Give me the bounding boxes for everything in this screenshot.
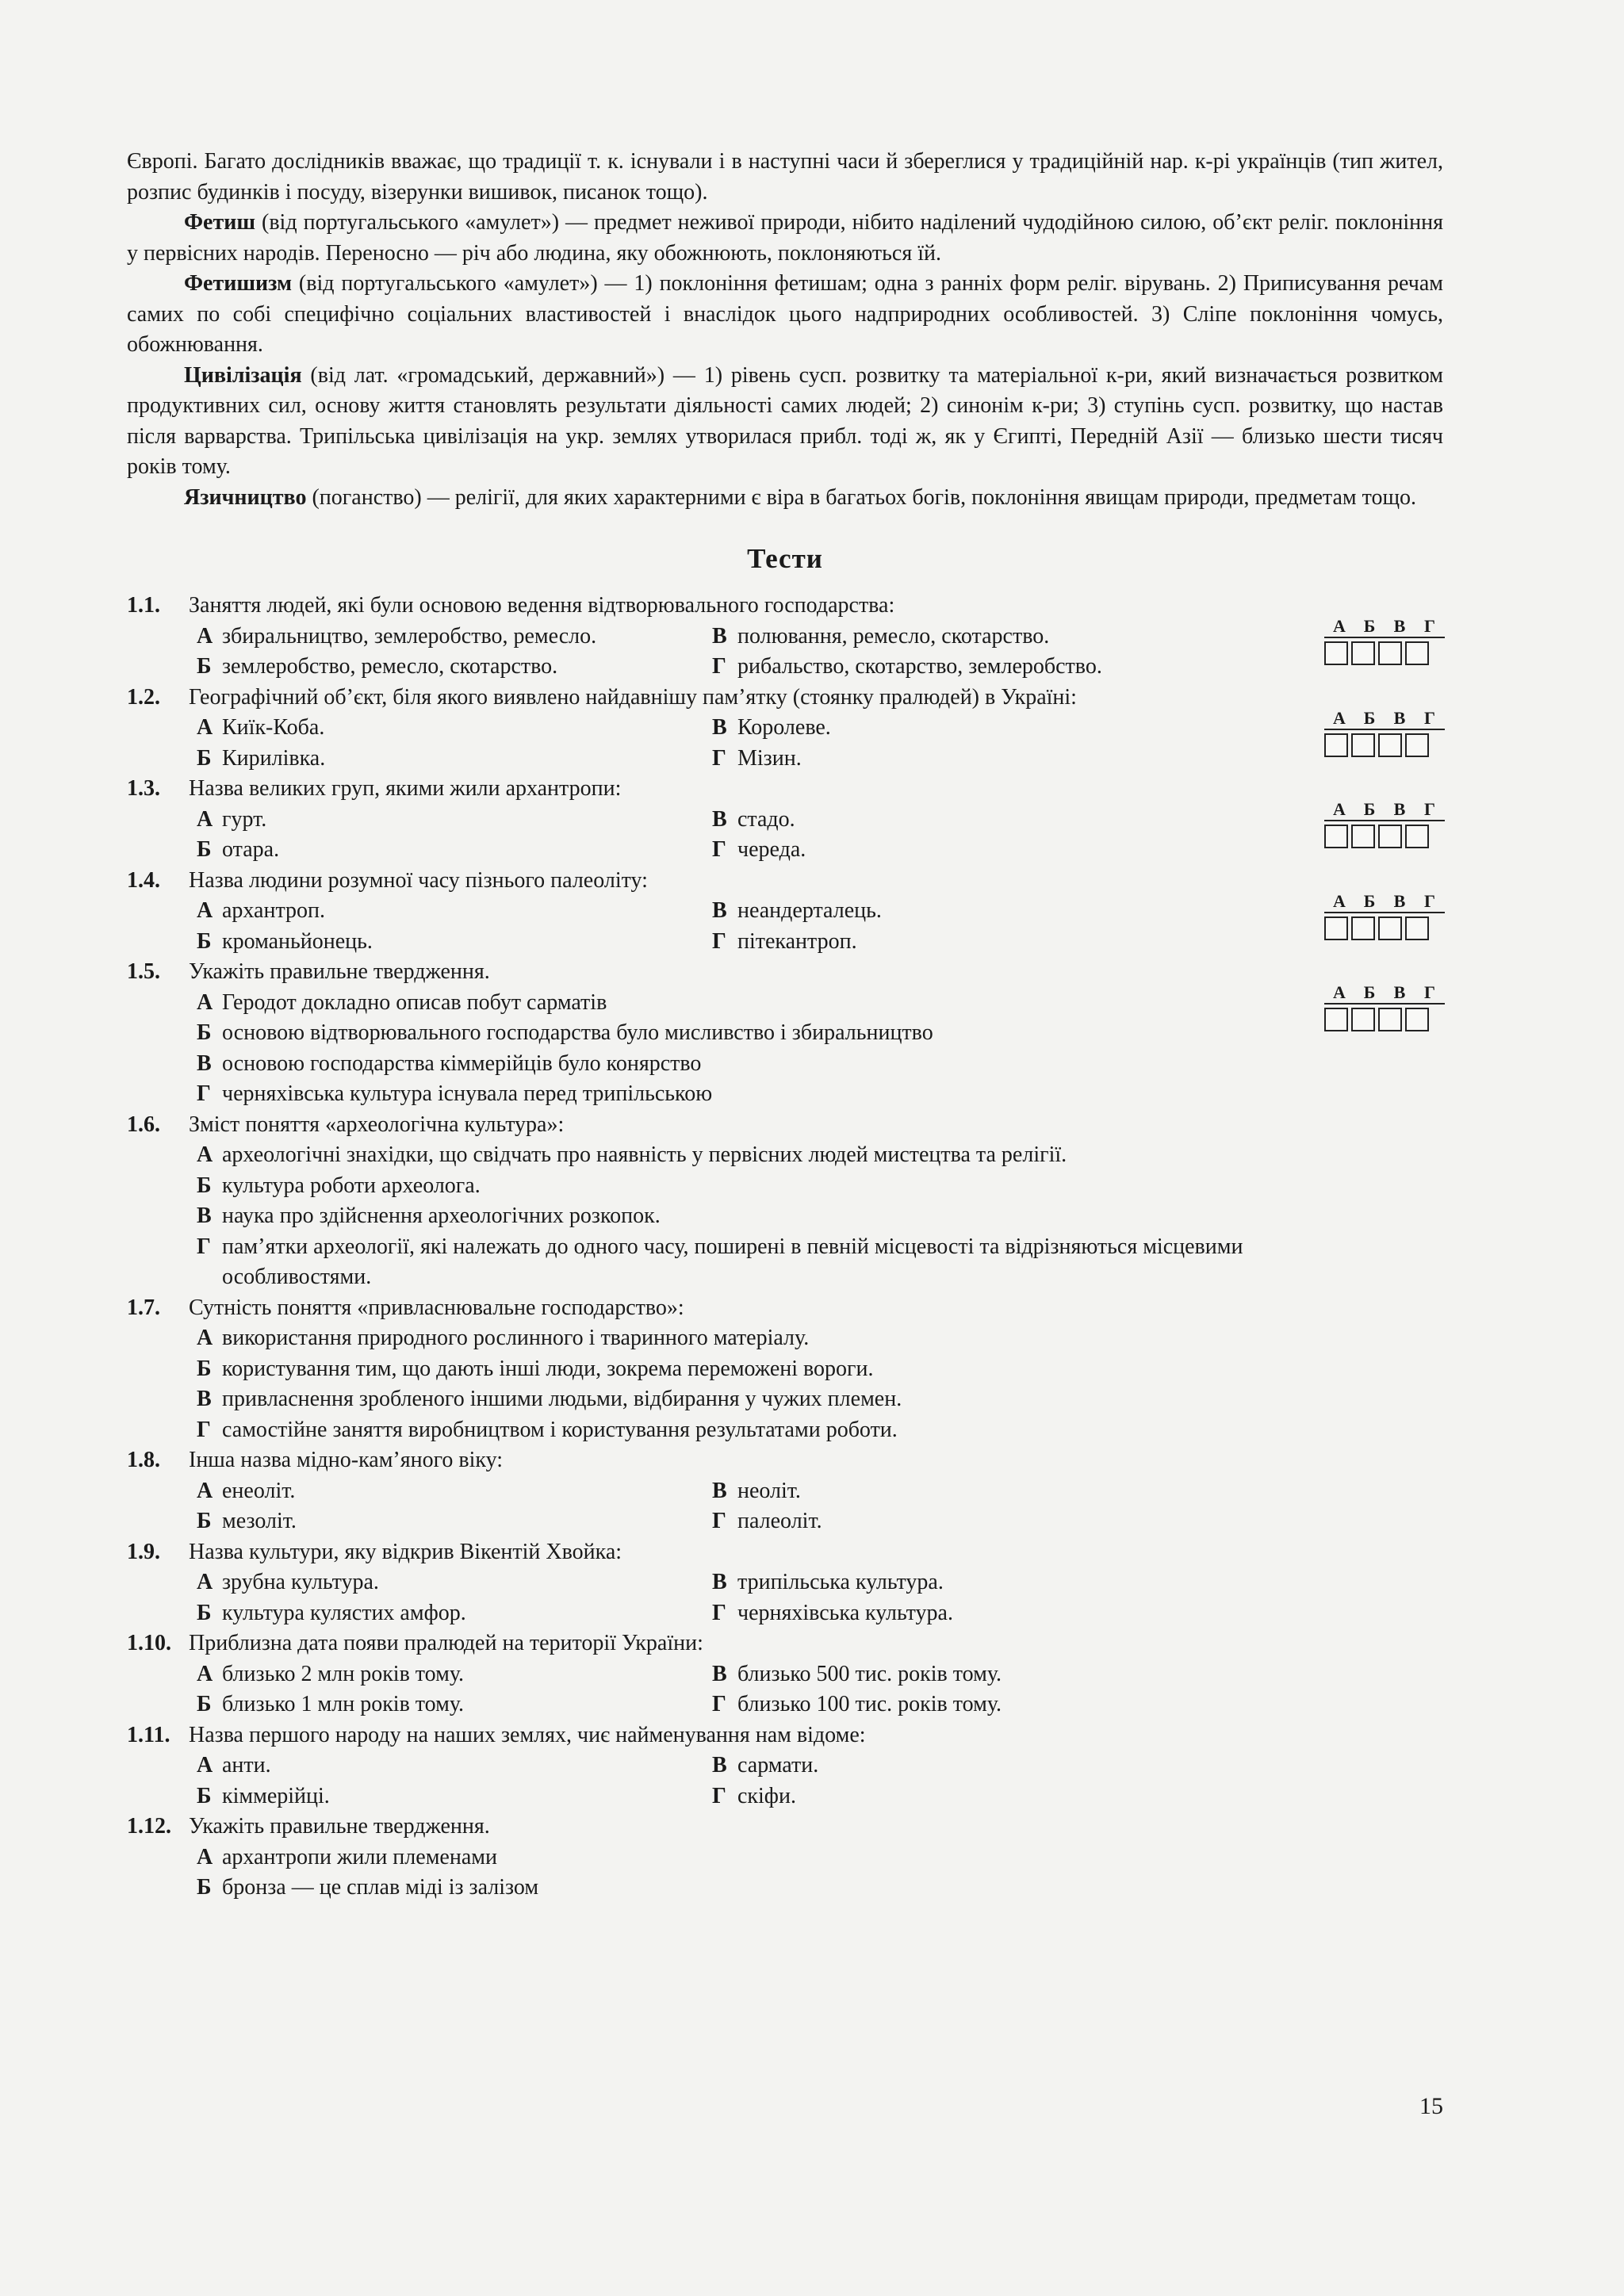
answer-option[interactable] [712,835,1259,866]
glossary-term: Фетиш [184,210,256,235]
answer-grid-letter: Г [1424,707,1435,728]
option-letter: Г [712,837,726,862]
answer-checkbox[interactable] [1324,733,1348,757]
answer-option[interactable] [197,1476,712,1507]
answer-option[interactable] [712,927,1259,958]
answer-checkbox[interactable] [1378,916,1402,940]
option-text: основою господарства кіммерійців було конярство [222,1050,702,1076]
answer-option[interactable] [712,744,1259,775]
answer-checkbox[interactable] [1324,825,1348,848]
content [127,147,1443,1904]
glossary-paragraph [127,361,1443,483]
option-text: Киїк-Коба. [222,715,325,740]
glossary [127,147,1443,513]
answer-option[interactable] [197,744,712,775]
option-letter: Б [197,1509,212,1533]
answer-grid [1324,801,1443,848]
glossary-term: Фетишизм [184,271,293,296]
option-text: череда. [737,837,806,862]
answer-option[interactable] [197,1506,712,1537]
option-text: рибальство, скотарство, землеробство. [737,654,1102,679]
option-text: Мізин. [737,745,802,771]
option-letter: В [712,1478,727,1503]
answer-grid-letter: А [1333,890,1346,911]
answer-grid-letter: Б [1363,982,1376,1002]
option-letter: В [712,623,727,649]
question-text: Укажіть правильне твердження. [189,959,490,984]
glossary-definition: (поганство) — релігії, для яких характерними є віра в багатьох богів, поклоніння явищам природи, предметам тощо. [306,484,1417,510]
option-letter: А [197,989,213,1015]
option-letter: Б [197,1875,212,1900]
answer-option[interactable] [197,1323,1346,1354]
glossary-paragraph [127,147,1443,208]
option-letter: А [197,623,213,649]
question-number: 1.6. [127,1112,160,1137]
answer-grid-letter: Б [1363,707,1376,728]
question [127,1537,1443,1629]
answer-options [197,1659,1259,1720]
answer-option[interactable] [712,896,1259,927]
answer-checkbox[interactable] [1378,1008,1402,1031]
answer-option[interactable] [712,1659,1259,1690]
glossary-paragraph [127,208,1443,269]
question [127,866,1443,958]
option-letter: А [197,898,213,923]
option-letter: Г [197,1234,211,1259]
answer-grid-letter: В [1393,799,1406,819]
question-number: 1.3. [127,776,160,801]
option-text: стадо. [737,806,795,832]
answer-option[interactable] [197,1232,1346,1293]
option-letter: Г [712,1509,726,1533]
question-text: Назва першого народу на наших землях, чиє найменування нам відоме: [189,1722,866,1747]
option-text: енеоліт. [222,1478,296,1503]
answer-grid-header [1324,801,1445,821]
question [127,591,1443,683]
answer-option[interactable] [712,713,1259,744]
answer-option[interactable] [197,1171,1346,1202]
answer-grid [1324,890,1443,940]
option-text: сармати. [737,1753,819,1777]
answer-grid-letter: Г [1424,616,1435,636]
answer-option[interactable] [712,652,1259,683]
option-text: архантропи жили племенами [222,1844,497,1869]
answer-option[interactable] [197,1354,1346,1385]
answer-option[interactable] [197,1079,1346,1110]
option-text: отара. [222,837,280,862]
option-text: Кирилівка. [222,745,326,771]
answer-checkbox[interactable] [1324,641,1348,665]
answer-option[interactable] [712,1476,1259,1507]
answer-grid [1324,618,1443,665]
answer-option[interactable] [197,1781,712,1812]
option-text: скіфи. [737,1783,796,1808]
question-text: Зміст поняття «археологічна культура»: [189,1112,565,1137]
option-letter: Б [197,1692,212,1716]
option-letter: Б [197,1600,212,1625]
question-text: Сутність поняття «привласнювальне господарство»: [189,1295,684,1320]
option-text: кіммерійці. [222,1783,330,1808]
question-number: 1.11. [127,1722,170,1747]
question [127,1720,1443,1812]
answer-grid-letter: Б [1363,890,1376,911]
option-text: полювання, ремесло, скотарство. [737,623,1050,649]
page-number: 15 [1419,2093,1443,2119]
option-letter: Б [197,928,212,954]
answer-grid [1324,707,1443,757]
glossary-definition: (від лат. «громадський, державний») — 1) рівень сусп. розвитку та матеріальної к-ри, який визначається розвитком продуктивних сил, основу життя становлять результати діяльності самих людей; 2) синонім к-ри; 3) ступінь сусп. розвитку, що настав після варварства. Трипільська цивілізація на укр. землях утворилася прибл. тоді ж, як у Єгипті, Передній Азії — близько шести тисяч років тому. [127,362,1443,479]
option-letter: А [197,1661,213,1686]
question-text: Географічний об’єкт, біля якого виявлено найдавнішу пам’ятку (стоянку пралюдей) в Україні: [189,684,1077,710]
question-text: Назва культури, яку відкрив Вікентій Хвойка: [189,1539,622,1564]
test-questions [127,591,1443,1904]
question [127,957,1443,1110]
option-text: близько 500 тис. років тому. [737,1661,1002,1686]
answer-checkbox[interactable] [1378,641,1402,665]
answer-checkbox[interactable] [1405,825,1429,848]
question-text: Назва людини розумної часу пізнього палеоліту: [189,867,648,893]
question-number: 1.2. [127,684,160,710]
option-letter: Г [712,1600,726,1625]
option-text: неоліт. [737,1478,801,1503]
answer-option[interactable] [197,652,712,683]
option-text: культура кулястих амфор. [222,1600,466,1625]
option-letter: В [197,1203,212,1228]
option-text: мезоліт. [222,1509,297,1533]
option-text: бронза — це сплав міді із залізом [222,1875,539,1900]
option-letter: Б [197,1783,212,1808]
answer-checkbox[interactable] [1351,733,1375,757]
answer-option[interactable] [197,927,712,958]
question-text: Приблизна дата появи пралюдей на території України: [189,1631,703,1655]
option-text: трипільська культура. [737,1570,944,1594]
answer-checkbox[interactable] [1378,733,1402,757]
answer-option[interactable] [197,1049,1346,1080]
answer-grid-letter: А [1333,707,1346,728]
answer-options [197,988,1346,1110]
option-letter: Б [197,1356,212,1381]
answer-options [197,713,1259,774]
answer-grid-letter: В [1393,890,1406,911]
option-text: землеробство, ремесло, скотарство. [222,654,558,679]
option-text: близько 1 млн років тому. [222,1692,465,1716]
answer-option[interactable] [197,805,712,836]
option-text: неандерталець. [737,898,882,923]
question [127,774,1443,866]
answer-options [197,1751,1259,1812]
option-letter: В [197,1050,212,1076]
option-letter: А [197,1326,213,1350]
answer-checkbox[interactable] [1324,916,1348,940]
answer-grid-letter: А [1333,616,1346,636]
answer-grid-letter: А [1333,799,1346,819]
answer-option[interactable] [197,1415,1346,1446]
answer-option[interactable] [197,1598,712,1629]
answer-grid-letter: Б [1363,616,1376,636]
answer-option[interactable] [197,988,1346,1019]
option-text: збиральництво, землеробство, ремесло. [222,623,597,649]
section-title: Тести [747,543,823,574]
question [127,1445,1443,1537]
option-text: анти. [222,1753,271,1777]
question [127,1812,1443,1904]
option-letter: Г [712,1692,726,1716]
answer-grid-letter: Б [1363,799,1376,819]
option-letter: Б [197,745,212,771]
option-letter: Б [197,837,212,862]
answer-checkbox[interactable] [1351,1008,1375,1031]
option-letter: Б [197,1173,212,1198]
answer-checkbox[interactable] [1405,916,1429,940]
option-letter: А [197,1753,213,1777]
answer-option[interactable] [712,1567,1259,1598]
answer-option[interactable] [197,835,712,866]
option-letter: Г [712,1783,726,1808]
option-letter: А [197,715,213,740]
option-text: наука про здійснення археологічних розкопок. [222,1203,661,1228]
question-number: 1.9. [127,1539,160,1564]
answer-grid-letter: А [1333,982,1346,1002]
answer-option[interactable] [712,1781,1259,1812]
option-letter: В [712,1570,727,1594]
option-text: близько 100 тис. років тому. [737,1692,1002,1716]
question [127,1628,1443,1720]
option-text: використання природного рослинного і тваринного матеріалу. [222,1326,810,1350]
answer-grid-letter: Г [1424,799,1435,819]
answer-checkbox[interactable] [1405,1008,1429,1031]
question-number: 1.12. [127,1814,171,1839]
glossary-definition: (від португальського «амулет») — предмет неживої природи, нібито наділений чудодійною силою, об’єкт реліг. поклоніння у первісних народів. Переносно — річ або людина, яку обожнюють, поклоняються їй. [127,210,1443,266]
option-text: черняхівська культура. [737,1600,953,1625]
option-letter: В [712,715,727,740]
answer-option[interactable] [197,713,712,744]
answer-grid-letter: Г [1424,890,1435,911]
option-letter: В [197,1387,212,1411]
option-text: пітекантроп. [737,928,857,954]
answer-option[interactable] [197,1689,712,1720]
option-letter: А [197,806,213,832]
answer-grid-header [1324,890,1445,913]
option-letter: В [712,1661,727,1686]
question-text: Заняття людей, які були основою ведення відтворювального господарства: [189,593,895,618]
question-number: 1.4. [127,867,160,893]
answer-checkbox[interactable] [1405,733,1429,757]
option-letter: В [712,1753,727,1777]
answer-options [197,805,1259,866]
option-letter: Г [197,1081,211,1106]
answer-option[interactable] [712,1506,1259,1537]
answer-checkbox[interactable] [1378,825,1402,848]
answer-option[interactable] [712,1751,1259,1781]
option-text: привласнення зробленого іншими людьми, відбирання у чужих племен. [222,1387,902,1411]
answer-grid-letter: В [1393,982,1406,1002]
answer-option[interactable] [197,1567,712,1598]
option-text: Королеве. [737,715,831,740]
question-number: 1.1. [127,593,160,618]
option-text: пам’ятки археології, які належать до одного часу, поширені в певній місцевості та відрізняються місцевими особливостями. [222,1234,1243,1289]
answer-option[interactable] [197,1873,1346,1904]
glossary-term: Язичництво [184,484,307,510]
option-letter: А [197,1570,213,1594]
option-text: кроманьйонець. [222,928,373,954]
option-text: археологічні знахідки, що свідчать про наявність у первісних людей мистецтва та релігії. [222,1142,1067,1167]
option-text: архантроп. [222,898,326,923]
option-letter: Б [197,1020,212,1045]
glossary-paragraph [127,269,1443,361]
option-text: черняхівська культура існувала перед трипільською [222,1081,713,1106]
answer-grid-header [1324,984,1445,1004]
answer-options [197,1140,1346,1293]
option-text: близько 2 млн років тому. [222,1661,465,1686]
question [127,1110,1443,1293]
answer-checkbox[interactable] [1351,825,1375,848]
answer-grid-letter: В [1393,707,1406,728]
answer-checkbox[interactable] [1351,916,1375,940]
answer-option[interactable] [197,1659,712,1690]
glossary-definition: (від португальського «амулет») — 1) поклоніння фетишам; одна з ранніх форм реліг. вірувань. 2) Приписування речам самих по собі специфічно соціальних властивостей і внаслідок цього надприродних особливостей. 3) Сліпе поклоніння чомусь, обожнювання. [127,271,1443,357]
option-letter: А [197,1844,213,1869]
answer-checkbox[interactable] [1351,641,1375,665]
glossary-paragraph [127,483,1443,514]
option-letter: В [712,806,727,832]
question-text: Назва великих груп, якими жили архантропи: [189,776,622,801]
answer-options [197,1476,1259,1537]
answer-option[interactable] [197,1843,1346,1873]
answer-option[interactable] [712,622,1259,652]
question-number: 1.7. [127,1295,160,1320]
option-letter: В [712,898,727,923]
answer-option[interactable] [197,1384,1346,1415]
option-letter: А [197,1478,213,1503]
answer-checkbox[interactable] [1324,1008,1348,1031]
answer-option[interactable] [197,1140,1346,1171]
option-letter: Г [712,745,726,771]
option-letter: Г [712,654,726,679]
answer-options [197,1567,1259,1628]
answer-grid [1324,984,1443,1031]
option-text: палеоліт. [737,1509,822,1533]
answer-grid-header [1324,618,1445,638]
answer-checkbox[interactable] [1405,641,1429,665]
glossary-definition: Європі. Багато дослідників вважає, що традиції т. к. існували і в наступні часи й збереглися у традиційній нар. к-рі українців (тип жител, розпис будинків і посуду, візерунки вишивок, писанок тощо). [127,149,1443,205]
question-number: 1.5. [127,959,160,984]
answer-grid-letter: В [1393,616,1406,636]
answer-options [197,1323,1346,1445]
answer-option[interactable] [197,1018,1346,1049]
answer-option[interactable] [197,896,712,927]
option-text: Геродот докладно описав побут сарматів [222,989,607,1015]
option-text: основою відтворювального господарства було мисливство і збиральництво [222,1020,933,1045]
answer-options [197,622,1259,683]
answer-grid-letter: Г [1424,982,1435,1002]
answer-option[interactable] [197,1751,712,1781]
question [127,1293,1443,1446]
answer-option[interactable] [712,1689,1259,1720]
option-letter: А [197,1142,213,1167]
option-text: гурт. [222,806,267,832]
answer-option[interactable] [712,805,1259,836]
question [127,683,1443,775]
option-text: самостійне заняття виробництвом і користування результатами роботи. [222,1417,898,1442]
option-letter: Б [197,654,212,679]
question-number: 1.10. [127,1631,171,1655]
answer-options [197,896,1259,957]
option-letter: Г [197,1417,211,1442]
option-text: користування тим, що дають інші люди, зокрема переможені вороги. [222,1356,874,1381]
glossary-term: Цивілізація [184,362,302,388]
answer-option[interactable] [197,1201,1346,1232]
option-letter: Г [712,928,726,954]
answer-option[interactable] [712,1598,1259,1629]
question-number: 1.8. [127,1448,160,1472]
question-text: Укажіть правильне твердження. [189,1814,490,1839]
answer-grid-header [1324,707,1445,730]
answer-option[interactable] [197,622,712,652]
option-text: зрубна культура. [222,1570,379,1594]
answer-options [197,1843,1346,1904]
question-text: Інша назва мідно-кам’яного віку: [189,1448,504,1472]
option-text: культура роботи археолога. [222,1173,481,1198]
